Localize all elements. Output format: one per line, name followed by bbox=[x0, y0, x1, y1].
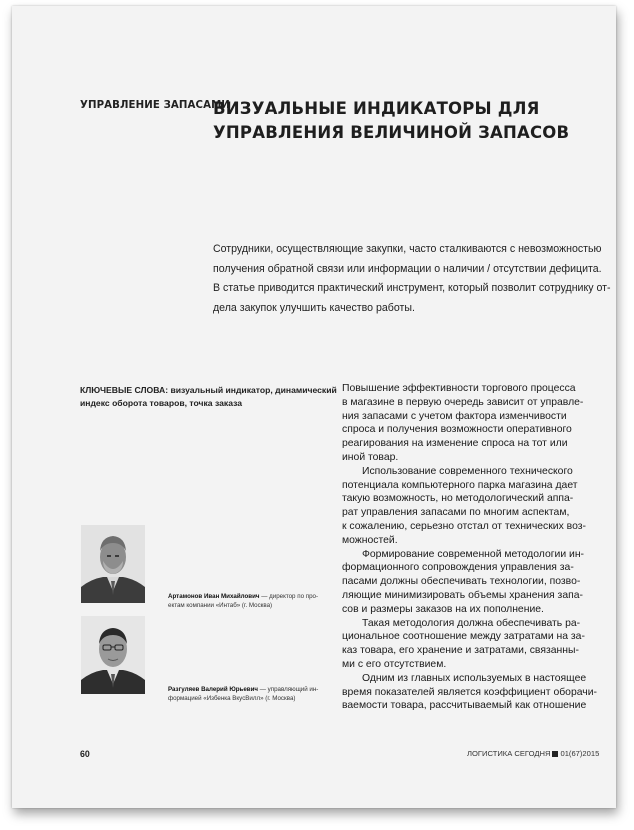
author-name: Разгуляев Валерий Юрьевич bbox=[168, 686, 258, 693]
body-line: к сожалению, серьезно отстал от технических воз- bbox=[342, 520, 586, 532]
page-number: 60 bbox=[80, 749, 90, 759]
lead-line: получения обратной связи или информации о наличии / отсутствии дефицита. bbox=[213, 262, 602, 275]
journal-name: ЛОГИСТИКА СЕГОДНЯ bbox=[467, 749, 551, 758]
journal-issue: 01(67)2015 bbox=[560, 749, 600, 758]
author-role: ектам компании «Интаб» (г. Москва) bbox=[168, 602, 273, 609]
body-line: иной товар. bbox=[342, 451, 399, 463]
body-line: Такая методология должна обеспечивать ра- bbox=[362, 617, 581, 629]
body-line: можностей. bbox=[342, 534, 398, 546]
body-line: Формирование современной методологии ин- bbox=[362, 548, 585, 560]
magazine-page bbox=[12, 6, 616, 808]
lead-line: В статье приводится практический инструмент, который позволит сотруднику от- bbox=[213, 282, 611, 295]
body-line: ляющие минимизировать объемы хранения запа- bbox=[342, 589, 583, 601]
title-line: ВИЗУАЛЬНЫЕ ИНДИКАТОРЫ ДЛЯ bbox=[213, 99, 540, 118]
author-portrait-1 bbox=[81, 525, 145, 603]
lead-line: Сотрудники, осуществляющие закупки, часто сталкиваются с невозможностью bbox=[213, 243, 602, 255]
author-caption bbox=[168, 592, 338, 610]
body-line: формационного сопровождения управления за- bbox=[342, 562, 574, 574]
body-line: реагирования на изменение спроса на тот или bbox=[342, 438, 568, 450]
body-line: в магазине в первую очередь зависит от управле- bbox=[342, 396, 584, 408]
body-line: ваемости товара, рассчитываемый как отношение bbox=[342, 700, 587, 712]
author-role: формацией «Избенка ВкусВилл» (г. Москва) bbox=[168, 695, 296, 702]
body-line: сов и размеры заказов на их пополнение. bbox=[342, 603, 544, 615]
body-line: пасами должны обеспечивать технологии, позво- bbox=[342, 576, 581, 588]
body-text-column bbox=[342, 382, 604, 713]
body-line: Использование современного технического bbox=[362, 465, 573, 477]
body-line: рат управления запасами по многим аспектам, bbox=[342, 507, 570, 519]
article-title bbox=[213, 97, 593, 145]
lead-line: дела закупок улучшить качество работы. bbox=[213, 301, 415, 314]
journal-footer bbox=[467, 749, 599, 758]
author-photo bbox=[81, 616, 145, 694]
lead-paragraph bbox=[213, 240, 611, 318]
keywords-line: КЛЮЧЕВЫЕ СЛОВА: визуальный индикатор, динамический bbox=[80, 385, 337, 395]
body-line: ми с его отсутствием. bbox=[342, 658, 447, 670]
body-line: спроса и получения возможности оперативного bbox=[342, 424, 572, 436]
author-name: Артамонов Иван Михайлович bbox=[168, 593, 260, 600]
section-label: УПРАВЛЕНИЕ ЗАПАСАМИ bbox=[80, 100, 230, 111]
author-portrait-2 bbox=[81, 616, 145, 694]
author-caption bbox=[168, 685, 338, 703]
body-line: время показателей является коэффициент оборачи- bbox=[342, 686, 597, 698]
body-line: циональное соотношение между затратами на за- bbox=[342, 631, 585, 643]
title-line: УПРАВЛЕНИЯ ВЕЛИЧИНОЙ ЗАПАСОВ bbox=[213, 123, 570, 142]
body-line: каз товара, его хранение и затратами, связанны- bbox=[342, 645, 579, 657]
author-role: — управляющий ин- bbox=[258, 686, 319, 693]
body-line: потенциала компьютерного парка магазина дает bbox=[342, 479, 578, 491]
body-line: Одним из главных используемых в настоящее bbox=[362, 672, 587, 684]
body-line: Повышение эффективности торгового процесса bbox=[342, 383, 576, 394]
body-line: такую возможность, но методологический аппа- bbox=[342, 493, 574, 505]
author-photo bbox=[81, 525, 145, 603]
body-line: ния запасами с учетом фактора изменчивости bbox=[342, 410, 567, 422]
keywords-block bbox=[80, 384, 337, 409]
author-role: — директор по про- bbox=[259, 593, 319, 600]
square-separator-icon bbox=[552, 751, 558, 757]
keywords-line: индекс оборота товаров, точка заказа bbox=[80, 397, 243, 408]
